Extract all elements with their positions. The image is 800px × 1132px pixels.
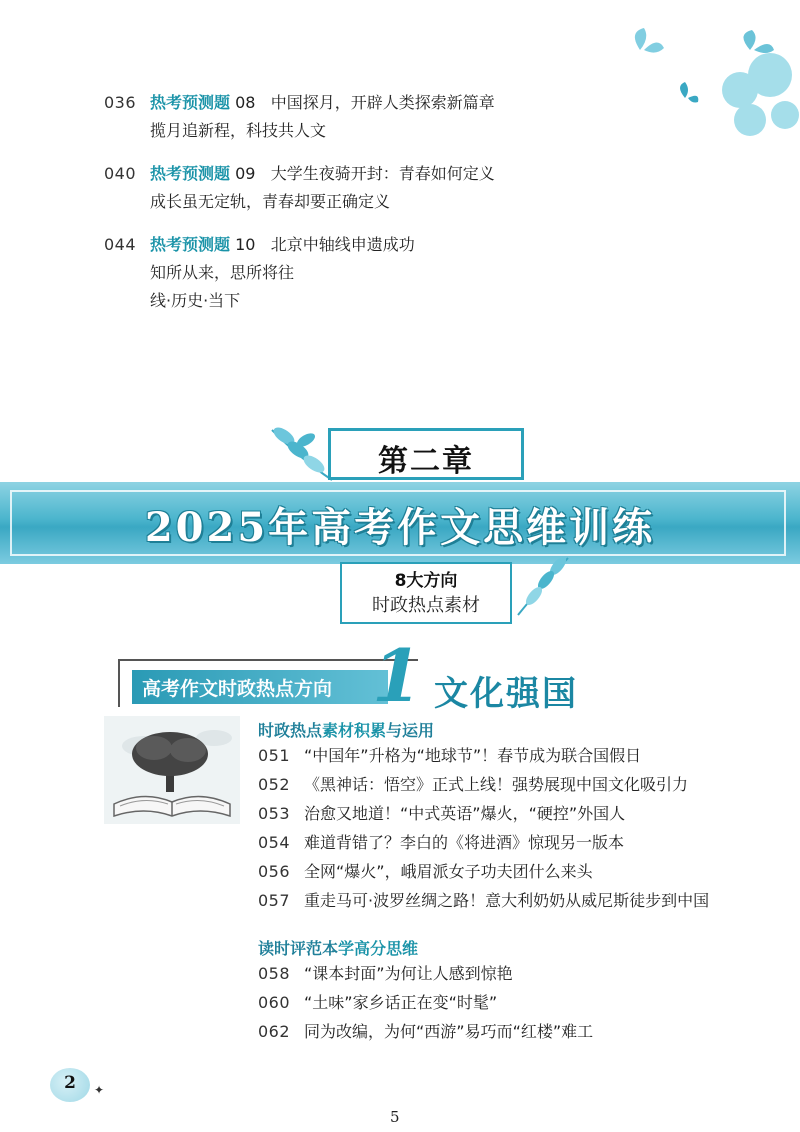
entry-subline: 揽月追新程，科技共人文	[150, 121, 327, 140]
entry-number: 036	[104, 93, 137, 112]
list-item	[258, 804, 625, 824]
item-text: 同为改编，为何“西游”易巧而“红楼”难工	[304, 1022, 594, 1041]
footer-page-number: 5	[390, 1108, 400, 1126]
item-number: 058	[258, 964, 291, 983]
item-number: 054	[258, 833, 291, 852]
chapter-label: 第二章	[378, 444, 474, 479]
entry-subline: 线·历史·当下	[150, 291, 241, 310]
item-number: 060	[258, 993, 291, 1012]
section-name: 文化强国	[434, 674, 578, 714]
list-item	[258, 775, 688, 795]
section-label: 高考作文时政热点方向	[142, 678, 333, 700]
item-text: “土味”家乡话正在变“时髦”	[304, 993, 498, 1012]
list-item	[258, 833, 624, 853]
entry-tag: 热考预测题	[150, 235, 231, 254]
entry-subline: 知所从来，思所将往	[150, 263, 295, 282]
page-number: 2	[64, 1073, 76, 1093]
entry-title: 北京中轴线申遗成功	[270, 235, 415, 254]
item-number: 053	[258, 804, 291, 823]
item-text: 全网“爆火”，峨眉派女子功夫团什么来头	[304, 862, 593, 881]
item-text: “中国年”升格为“地球节”！春节成为联合国假日	[304, 746, 642, 765]
item-text: 难道背错了？李白的《将进酒》惊现另一版本	[304, 833, 625, 852]
butterfly-flower-decoration	[600, 20, 800, 140]
item-number: 062	[258, 1022, 291, 1041]
section-number: 1	[372, 633, 423, 718]
entry-headline	[104, 164, 495, 184]
entry-number: 040	[104, 164, 137, 183]
entry-title: 大学生夜骑开封：青春如何定义	[270, 164, 495, 183]
item-text: 治愈又地道！“中式英语”爆火，“硬控”外国人	[304, 804, 626, 823]
item-number: 057	[258, 891, 291, 910]
entry-headline	[104, 235, 415, 255]
leaf-decoration	[508, 550, 578, 620]
entry-tag: 热考预测题	[150, 93, 231, 112]
list-item	[258, 891, 709, 911]
list-item	[258, 1022, 593, 1042]
subsection-heading-part: 读时评范本	[258, 939, 339, 958]
directions-main: 8大方向	[394, 571, 458, 591]
item-text: 《黑神话：悟空》正式上线！强势展现中国文化吸引力	[304, 775, 689, 794]
tree-book-illustration	[104, 716, 240, 824]
entry-title: 中国探月，开辟人类探索新篇章	[270, 93, 495, 112]
directions-sub: 时政热点素材	[372, 595, 480, 616]
subsection-heading	[258, 936, 418, 959]
subsection-heading-highlight: 素材积累	[322, 721, 387, 740]
entry-seq: 10	[235, 235, 256, 254]
item-number: 051	[258, 746, 291, 765]
list-item	[258, 862, 593, 882]
chapter-title: 2025年高考作文思维训练	[144, 504, 656, 551]
item-number: 056	[258, 862, 291, 881]
list-item	[258, 964, 513, 984]
subsection-heading	[258, 718, 434, 741]
list-item	[258, 993, 497, 1013]
list-item	[258, 746, 641, 766]
item-text: “课本封面”为何让人感到惊艳	[304, 964, 513, 983]
entry-headline	[104, 93, 495, 113]
entry-subline: 成长虽无定轨，青春却要正确定义	[150, 192, 391, 211]
entry-seq: 08	[235, 93, 256, 112]
entry-seq: 09	[235, 164, 256, 183]
subsection-heading-part: 与运用	[386, 721, 435, 740]
item-number: 052	[258, 775, 291, 794]
entry-number: 044	[104, 235, 137, 254]
sparkle-icon: ✦	[94, 1083, 105, 1097]
item-text: 重走马可·波罗丝绸之路！意大利奶奶从威尼斯徒步到中国	[304, 891, 710, 910]
entry-tag: 热考预测题	[150, 164, 231, 183]
subsection-heading-part: 时政热点	[258, 721, 323, 740]
subsection-heading-highlight: 学高分思维	[338, 939, 419, 958]
